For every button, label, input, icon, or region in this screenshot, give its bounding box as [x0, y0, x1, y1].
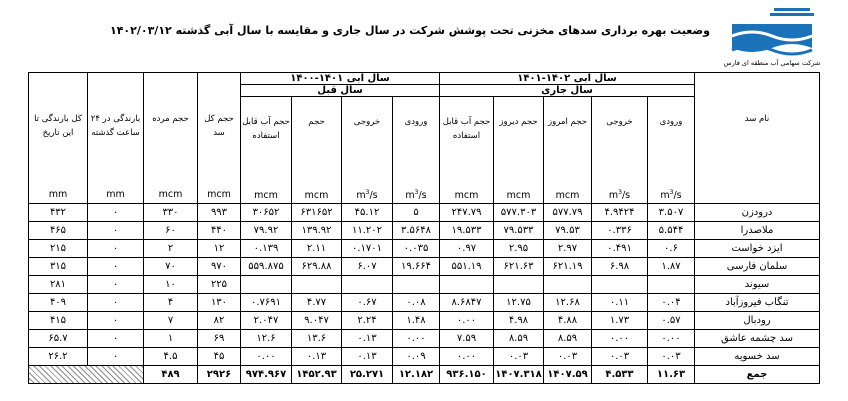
column-label: حجم کل سد [204, 114, 234, 138]
data-cell: ۰ [88, 348, 144, 366]
company-logo [722, 6, 822, 68]
data-cell: ۰.۱۳ [342, 330, 393, 348]
data-cell: ۰.۰۴ [648, 294, 695, 312]
column-label: نام سد [744, 114, 770, 124]
column-label: خروجی [353, 117, 381, 127]
subgroup-header-current: سال جاری [440, 85, 695, 97]
data-cell: ۰.۰۰ [592, 330, 648, 348]
data-cell: ۱ [144, 330, 198, 348]
data-cell: ۶۳۱۶۵۲ [292, 204, 342, 222]
data-cell: ۲.۹۵ [494, 240, 544, 258]
data-cell: ۶۲۹.۸۸ [292, 258, 342, 276]
data-cell: ۴.۸۸ [544, 312, 592, 330]
dam-name-cell: سد خسویه [695, 348, 820, 366]
data-cell: ۰.۱۱ [592, 294, 648, 312]
data-cell: ۴.۵ [144, 348, 198, 366]
data-cell: ۰.۰۳۵ [393, 240, 440, 258]
data-cell [241, 276, 292, 294]
data-cell: ۰.۴۹۱ [592, 240, 648, 258]
data-cell [648, 276, 695, 294]
column-header [198, 73, 241, 204]
column-label: حجم مرده [152, 114, 189, 124]
data-cell: ۱۳۹.۹۲ [292, 222, 342, 240]
data-cell: ۷۹.۵۳۳ [494, 222, 544, 240]
data-cell: ۰.۶۷ [342, 294, 393, 312]
data-cell: ۰ [88, 240, 144, 258]
data-cell [440, 276, 494, 294]
total-cell: ۱۴۵۲.۹۳ [292, 366, 342, 384]
column-header [648, 97, 695, 204]
column-unit: mcm [555, 190, 580, 201]
data-cell: ۰ [88, 222, 144, 240]
data-cell: ۶۹ [198, 330, 241, 348]
data-cell: ۱۳۰ [198, 294, 241, 312]
data-cell [494, 276, 544, 294]
data-cell: ۱.۷۳ [592, 312, 648, 330]
data-cell: ۲ [144, 240, 198, 258]
data-cell: ۵۷۷.۳۰۳ [494, 204, 544, 222]
total-cell: ۱۱.۶۳ [648, 366, 695, 384]
dam-name-cell: سیوند [695, 276, 820, 294]
data-cell: ۲۸۱ [29, 276, 88, 294]
column-label: ورودی [659, 117, 683, 127]
total-cell: ۹۳۶.۱۵۰ [440, 366, 494, 384]
data-cell: ۲.۱۱ [292, 240, 342, 258]
data-cell: ۴.۹۸ [494, 312, 544, 330]
data-cell: ۰ [88, 294, 144, 312]
data-cell: ۰.۳۳۶ [592, 222, 648, 240]
column-unit: mcm [158, 189, 183, 200]
data-cell: ۹۷۰ [198, 258, 241, 276]
data-cell: ۰.۰۰ [440, 312, 494, 330]
data-cell: ۰.۰۰ [241, 348, 292, 366]
data-cell: ۰.۰۳ [648, 348, 695, 366]
column-header [544, 97, 592, 204]
page-title: وضعیت بهره برداری سدهای مخزنی تحت پوشش شرکت در سال جاری و مقایسه با سال آبی گذشته ۱۴۰۲/۰۳/۱۲ [110, 24, 710, 37]
data-cell: ۱۲ [198, 240, 241, 258]
column-unit: $m^3/s$ [660, 188, 682, 201]
data-cell: ۱۱.۲۰۲ [342, 222, 393, 240]
table-row [29, 276, 820, 294]
column-header [440, 97, 494, 204]
table-row [29, 222, 820, 240]
data-cell: ۵۵۹.۸۷۵ [241, 258, 292, 276]
data-cell: ۵ [393, 204, 440, 222]
data-cell: ۸.۵۹ [544, 330, 592, 348]
total-cell: ۹۷۴.۹۶۷ [241, 366, 292, 384]
data-cell: ۲۲۵ [198, 276, 241, 294]
data-cell [393, 276, 440, 294]
data-cell: ۲۱۵ [29, 240, 88, 258]
table-row [29, 240, 820, 258]
data-cell: ۳.۵۰۷ [648, 204, 695, 222]
data-cell: ۰.۱۳ [342, 348, 393, 366]
data-cell: ۰.۰۳ [544, 348, 592, 366]
data-cell: ۲۴۷.۷۹ [440, 204, 494, 222]
column-header [88, 73, 144, 204]
data-cell: ۰.۰۳ [494, 348, 544, 366]
reservoir-table [28, 72, 820, 384]
data-cell: ۰.۵۷ [648, 312, 695, 330]
data-cell: ۱۹.۵۳۳ [440, 222, 494, 240]
column-label: حجم دیروز [499, 117, 538, 127]
data-cell: ۸.۶۸۴۷ [440, 294, 494, 312]
data-cell: ۰ [88, 258, 144, 276]
data-cell: ۹.۰۴۷ [292, 312, 342, 330]
column-label: حجم [308, 117, 325, 127]
column-unit: mm [106, 189, 125, 200]
total-cell: ۱۲.۱۸۲ [393, 366, 440, 384]
total-cell: ۱۴۰۷.۳۱۸ [494, 366, 544, 384]
data-cell: ۶.۹۸ [592, 258, 648, 276]
data-cell: ۳۳۰ [144, 204, 198, 222]
column-unit: $m^3/s$ [356, 188, 378, 201]
data-cell: ۷.۵۹ [440, 330, 494, 348]
subgroup-header-prev: سال قبل [241, 85, 440, 97]
column-unit: mcm [506, 190, 531, 201]
column-label: حجم آب قابل استفاده [242, 117, 290, 141]
data-cell: ۰.۰۳ [592, 348, 648, 366]
column-unit: mcm [254, 190, 278, 201]
data-cell: ۴.۷۷ [292, 294, 342, 312]
total-cell: ۱۴۰۷.۵۹ [544, 366, 592, 384]
data-cell: ۸۲ [198, 312, 241, 330]
data-cell: ۴۱۵ [29, 312, 88, 330]
data-cell: ۹۹۳ [198, 204, 241, 222]
table-row [29, 312, 820, 330]
hatched-cell [29, 366, 144, 384]
data-cell: ۰ [88, 330, 144, 348]
data-cell: ۱۰ [144, 276, 198, 294]
data-cell: ۱.۸۷ [648, 258, 695, 276]
table-row [29, 330, 820, 348]
data-cell: ۲.۰۴۷ [241, 312, 292, 330]
column-label: کل بارندگی تا این تاریخ [34, 114, 82, 138]
data-cell: ۶۰ [144, 222, 198, 240]
data-cell: ۰.۰۹ [393, 348, 440, 366]
column-unit: mm [48, 189, 68, 200]
data-cell: ۸.۵۹ [494, 330, 544, 348]
data-cell: ۵.۵۴۴ [648, 222, 695, 240]
data-cell [544, 276, 592, 294]
data-cell: ۴۳۲ [29, 204, 88, 222]
data-cell: ۰.۰۰ [648, 330, 695, 348]
column-header [29, 73, 88, 204]
table-row [29, 294, 820, 312]
data-cell: ۰.۰۰ [393, 330, 440, 348]
data-cell: ۰.۰۸ [393, 294, 440, 312]
data-cell: ۰.۹۷ [440, 240, 494, 258]
column-label: حجم امروز [548, 117, 587, 127]
data-cell: ۰.۶ [648, 240, 695, 258]
data-cell [342, 276, 393, 294]
column-header [144, 73, 198, 204]
column-unit: $m^3/s$ [405, 188, 427, 201]
data-cell: ۲.۲۴ [342, 312, 393, 330]
data-cell: ۳.۵۶۴۸ [393, 222, 440, 240]
data-cell: ۴ [144, 294, 198, 312]
column-header [494, 97, 544, 204]
total-cell: ۴۸۹ [144, 366, 198, 384]
dam-name-cell: تنگاب فیروزآباد [695, 294, 820, 312]
data-cell: ۷۰ [144, 258, 198, 276]
total-cell: ۴.۵۳۳ [592, 366, 648, 384]
total-cell: ۲۹۲۶ [198, 366, 241, 384]
data-cell: ۰ [88, 276, 144, 294]
dam-name-cell: رودبال [695, 312, 820, 330]
data-cell: ۷ [144, 312, 198, 330]
data-cell: ۳۱۵ [29, 258, 88, 276]
data-cell [292, 276, 342, 294]
total-label: جمع [695, 366, 820, 384]
data-cell: ۴۵ [198, 348, 241, 366]
data-cell: ۷۹.۵۳ [544, 222, 592, 240]
data-cell: ۵۷۷.۷۹ [544, 204, 592, 222]
data-cell: ۷۹.۹۲ [241, 222, 292, 240]
group-header-current-year: سال آبی ۱۴۰۲-۱۴۰۱ [440, 73, 695, 85]
data-cell: ۴.۹۴۲۴ [592, 204, 648, 222]
column-unit: $m^3/s$ [608, 188, 631, 201]
data-cell: ۰.۱۳ [292, 348, 342, 366]
dam-name-cell: سد چشمه عاشق [695, 330, 820, 348]
total-row [29, 366, 820, 384]
data-cell: ۴۵.۱۲ [342, 204, 393, 222]
dam-name-cell: درودزن [695, 204, 820, 222]
data-cell: ۰ [88, 204, 144, 222]
column-header [241, 97, 292, 204]
data-cell: ۱۲.۷۵ [494, 294, 544, 312]
logo-caption: شرکت سهامی آب منطقه ای فارس [723, 59, 821, 67]
data-cell: ۴۶۵ [29, 222, 88, 240]
data-cell: ۰ [88, 312, 144, 330]
data-cell: ۱.۴۸ [393, 312, 440, 330]
data-cell: ۱۲.۶ [241, 330, 292, 348]
data-cell: ۰.۱۷۰۱ [342, 240, 393, 258]
column-header [292, 97, 342, 204]
column-header [592, 97, 648, 204]
dam-name-cell: سلمان فارسی [695, 258, 820, 276]
data-cell: ۶.۰۷ [342, 258, 393, 276]
data-cell: ۱۹.۶۶۴ [393, 258, 440, 276]
data-cell: ۰.۱۳۹ [241, 240, 292, 258]
data-cell: ۶۵.۷ [29, 330, 88, 348]
data-cell: ۵۵۱.۱۹ [440, 258, 494, 276]
column-header [695, 73, 820, 204]
column-unit: mcm [304, 190, 329, 201]
data-cell: ۱۳.۶ [292, 330, 342, 348]
data-cell: ۰.۷۶۹۱ [241, 294, 292, 312]
column-unit: mcm [454, 190, 479, 201]
column-label: خروجی [606, 117, 633, 127]
column-unit: mcm [207, 189, 231, 200]
data-cell: ۴۰۹ [29, 294, 88, 312]
data-cell [592, 276, 648, 294]
data-cell: ۴۴۰ [198, 222, 241, 240]
column-label: حجم آب قابل استفاده [442, 117, 491, 141]
data-cell: ۶۲۱.۱۹ [544, 258, 592, 276]
dam-name-cell: ملاصدرا [695, 222, 820, 240]
dam-name-cell: ایزد خواست [695, 240, 820, 258]
column-label: ورودی [404, 117, 428, 127]
data-cell: ۲۶.۲ [29, 348, 88, 366]
column-header [393, 97, 440, 204]
data-cell: ۶۲۱.۶۳ [494, 258, 544, 276]
column-header [342, 97, 393, 204]
data-cell: ۰.۰۰ [440, 348, 494, 366]
data-cell: ۱۲.۶۸ [544, 294, 592, 312]
column-label: بارندگی در ۲۴ ساعت گذشته [90, 114, 141, 138]
table-row [29, 258, 820, 276]
table-row [29, 348, 820, 366]
group-header-prev-year: سال آبی ۱۴۰۱-۱۴۰۰ [241, 73, 440, 85]
data-cell: ۲.۹۷ [544, 240, 592, 258]
table-row [29, 204, 820, 222]
data-cell: ۳۰۶۵۲ [241, 204, 292, 222]
total-cell: ۲۵.۲۷۱ [342, 366, 393, 384]
